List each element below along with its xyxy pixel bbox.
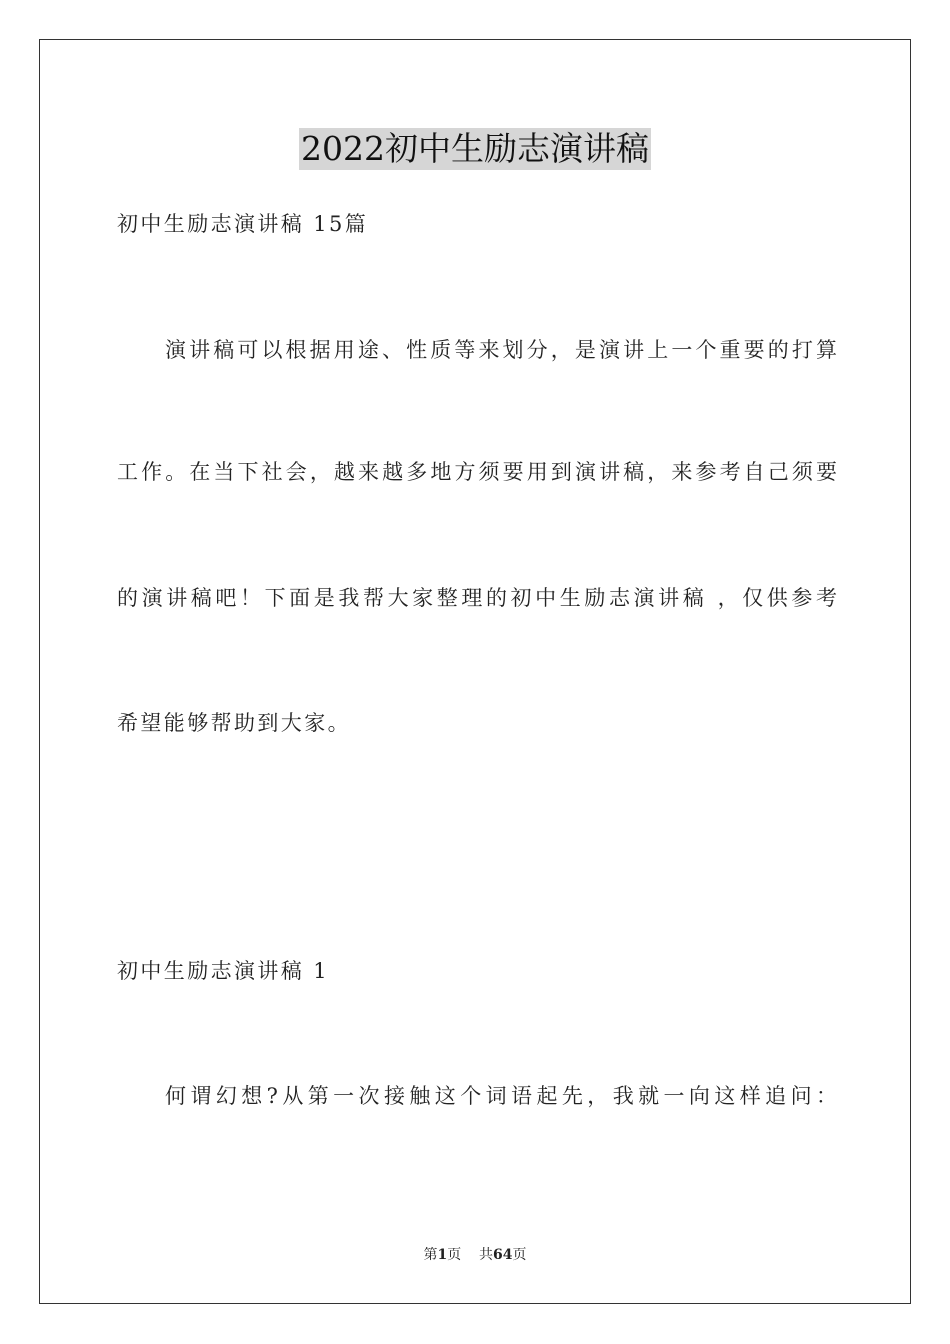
document-title: 2022初中生励志演讲稿 [301,129,649,168]
intro-line-3: 的演讲稿吧！下面是我帮大家整理的初中生励志演讲稿 ，仅供参考 [117,586,837,610]
title-container [0,128,950,170]
intro-line-4: 希望能够帮助到大家。 [117,711,351,735]
page-number: 1 [437,1247,448,1263]
intro-line-1: 演讲稿可以根据用途、性质等来划分，是演讲上一个重要的打算 [165,338,837,362]
total-label-suffix: 页 [512,1247,527,1263]
intro-line-2: 工作。在当下社会，越来越多地方须要用到演讲稿，来参考自己须要 [117,460,837,484]
page-label-suffix: 页 [447,1247,462,1263]
total-pages: 64 [493,1247,513,1263]
page-label-prefix: 第 [423,1247,438,1263]
section-heading: 初中生励志演讲稿 1 [117,959,330,983]
page-footer [0,1246,950,1264]
section-paragraph-line-1: 何谓幻想?从第一次接触这个词语起先，我就一向这样追问： [165,1084,837,1108]
document-subtitle: 初中生励志演讲稿 15篇 [117,212,369,236]
total-label-prefix: 共 [479,1247,494,1263]
